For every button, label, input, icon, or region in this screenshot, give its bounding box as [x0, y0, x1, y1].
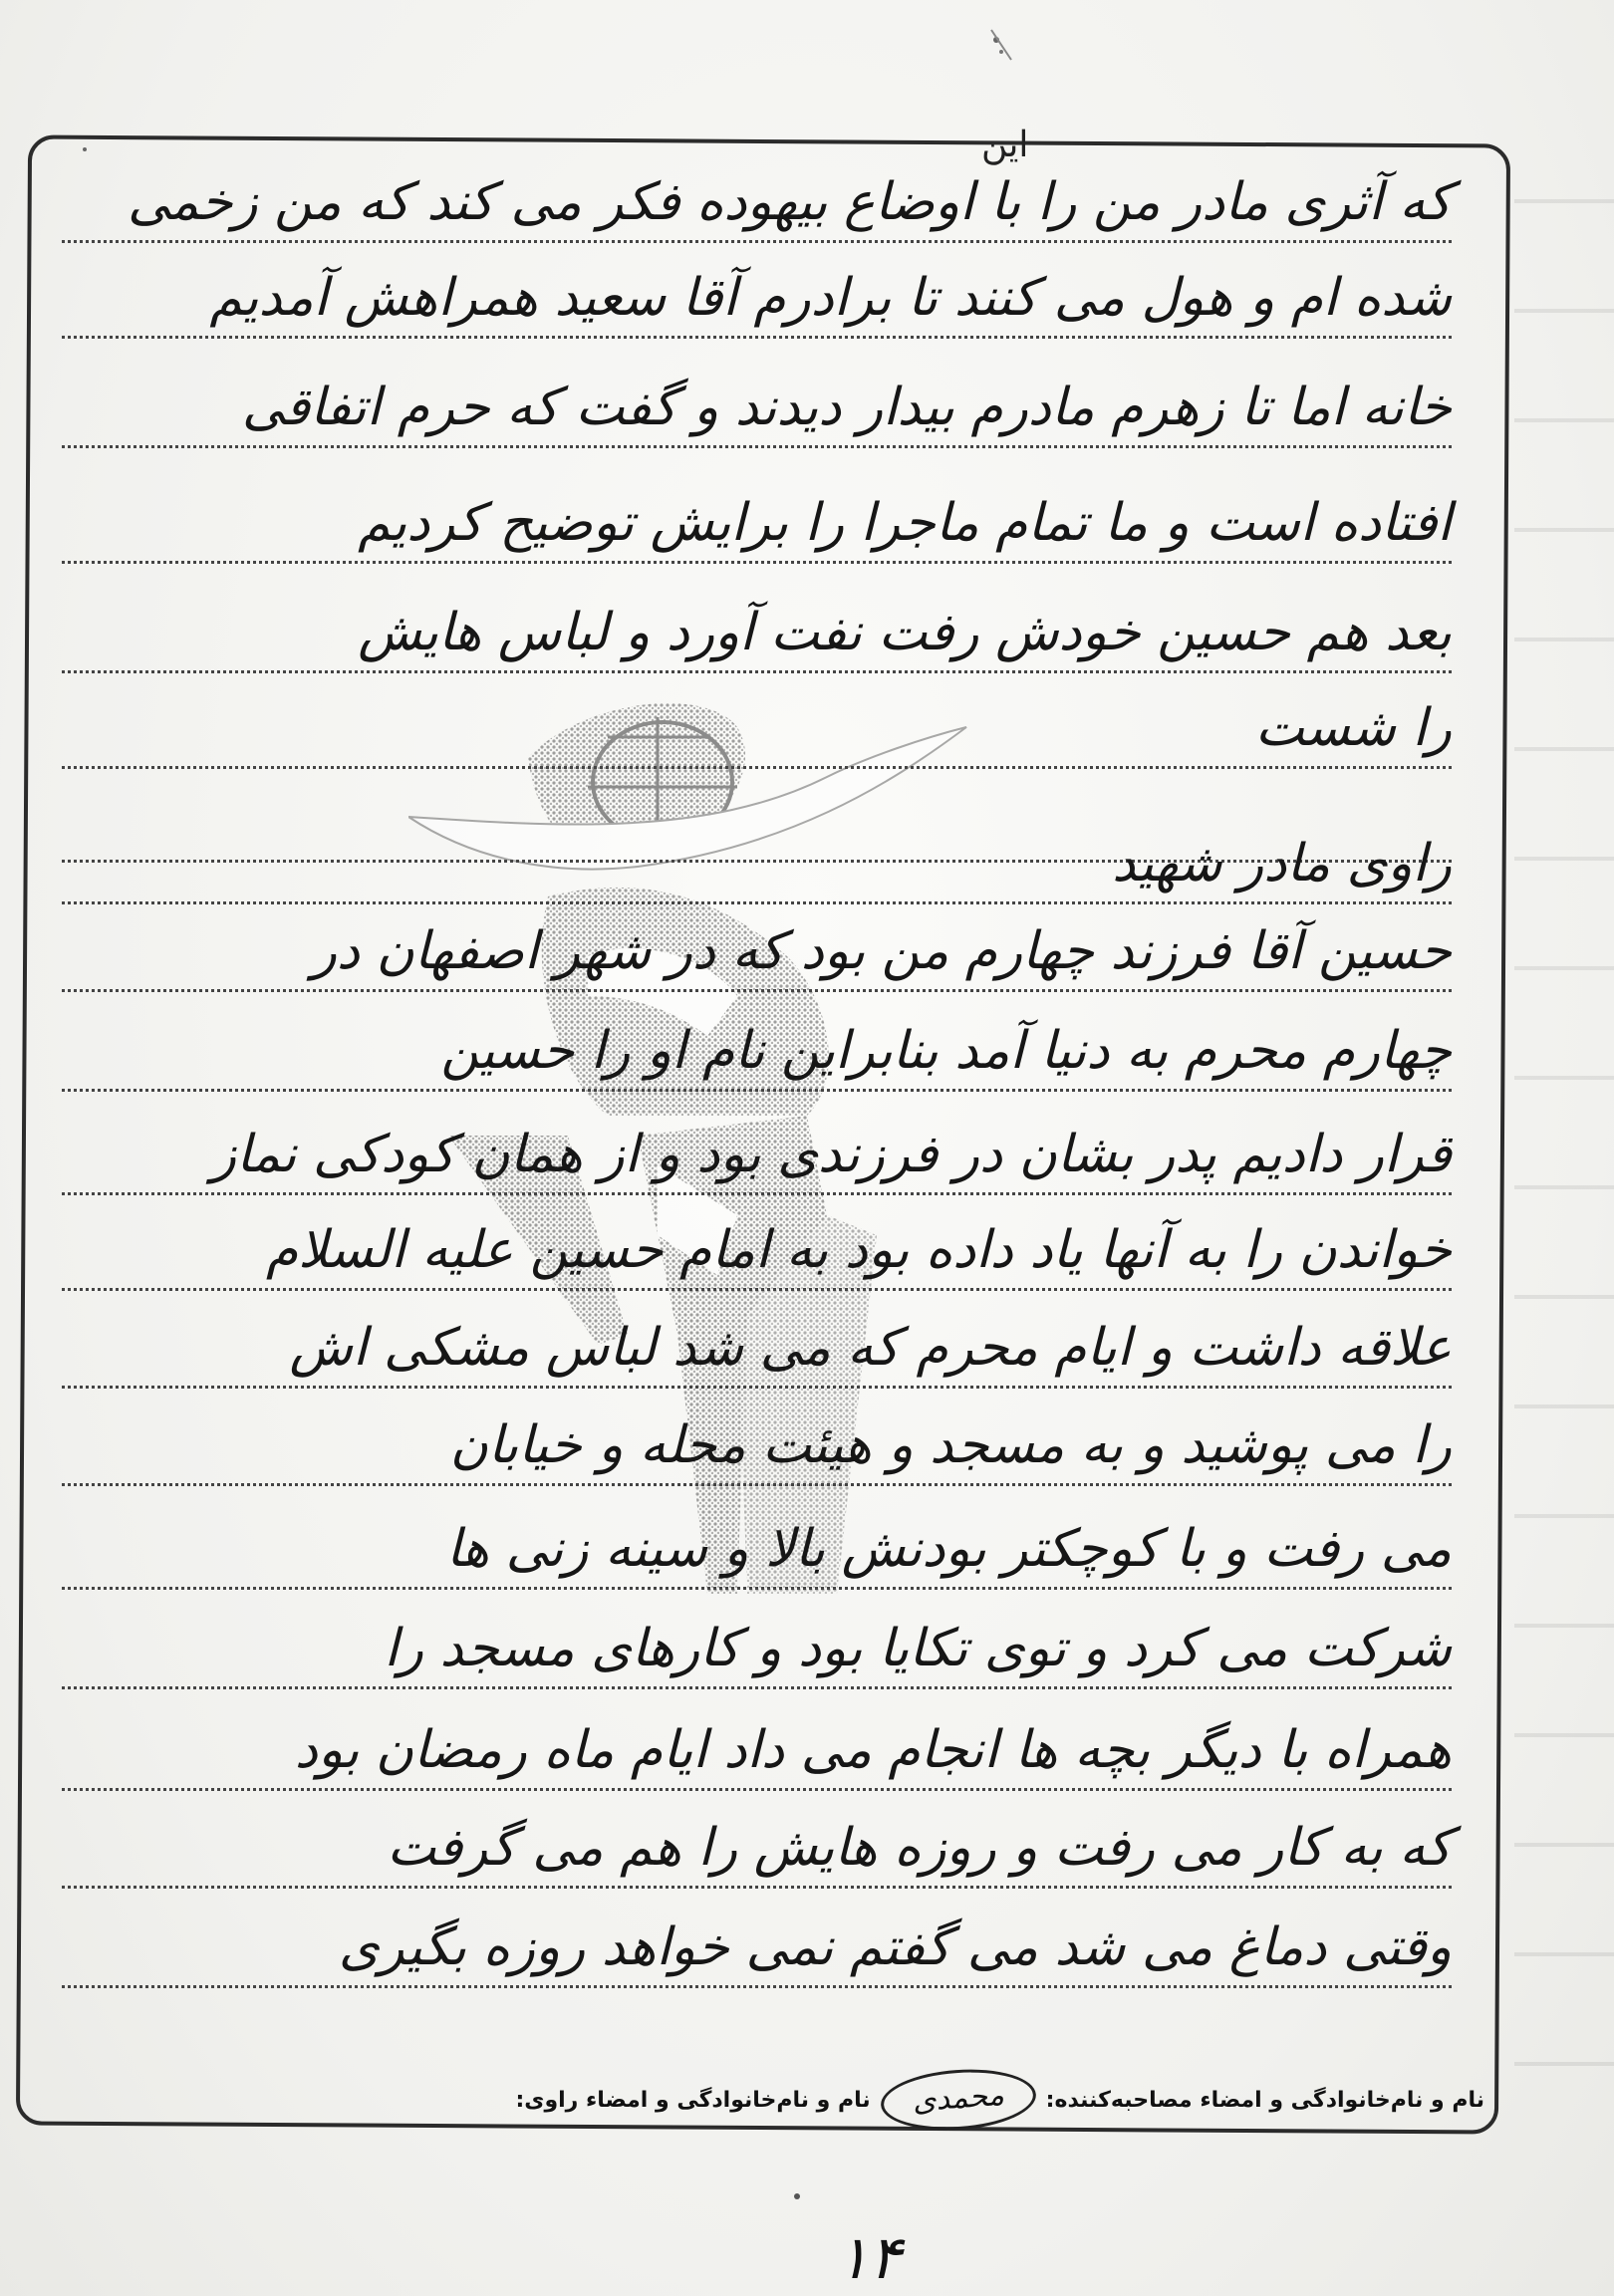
- text-line: [62, 1016, 1452, 1092]
- text-line: [62, 263, 1452, 339]
- line-text: افتاده است و ما تمام ماجرا را برایش توضیح کردیم: [358, 493, 1452, 553]
- line-text: می رفت و با کوچکتر بودنش بالا و سینه زنی ها: [445, 1519, 1452, 1579]
- text-line: [62, 1715, 1452, 1791]
- line-text: چهارم محرم به دنیا آمد بنابراین نام او را حسین: [440, 1021, 1452, 1081]
- line-text: همراه با دیگر بچه ها انجام می داد ایام ماه رمضان بود: [294, 1720, 1452, 1780]
- text-line: [62, 1514, 1452, 1590]
- narrator-label: نام و نام‌خانوادگی و امضاء راوی:: [515, 2087, 871, 2113]
- line-text: که آثری مادر من را با اوضاع بیهوده فکر می کند که من زخمی: [127, 172, 1452, 232]
- signature-footer: [289, 2070, 1484, 2130]
- text-line: [62, 373, 1452, 448]
- text-line: [62, 1215, 1452, 1291]
- handwritten-signature: محمدی: [879, 2065, 1038, 2136]
- text-line: [62, 829, 1452, 904]
- text-line: [62, 1120, 1452, 1195]
- line-text: را می پوشید و به مسجد و هیئت محله و خیابان: [449, 1415, 1452, 1475]
- text-line: [62, 1614, 1452, 1689]
- text-line: [62, 916, 1452, 992]
- text-line: [62, 1313, 1452, 1389]
- line-text: قرار دادیم پدر بشان در فرزندی بود و از همان کودکی نماز: [211, 1125, 1452, 1184]
- line-text: شده ام و هول می کنند تا برادرم آقا سعید همراهش آمدیم: [209, 268, 1452, 328]
- line-text: بعد هم حسین خودش رفت نفت آورد و لباس هایش: [358, 603, 1452, 662]
- text-line: [62, 1913, 1452, 1988]
- line-text: شرکت می کرد و توی تکایا بود و کارهای مسجد را: [384, 1619, 1452, 1678]
- line-text: راوی مادر شهید: [1112, 834, 1452, 893]
- interviewer-label: نام و نام‌خانوادگی و امضاء مصاحبه‌کننده:: [1045, 2087, 1484, 2113]
- inserted-word: این: [981, 125, 1029, 165]
- line-text: خانه اما تا زهرم مادرم بیدار دیدند و گفت که حرم اتفاقی: [241, 378, 1452, 437]
- line-text: که به کار می رفت و روزه هایش را هم می گرفت: [387, 1818, 1452, 1878]
- line-text: حسین آقا فرزند چهارم من بود که در شهر اصفهان در: [311, 921, 1452, 981]
- page-number: ۱۴: [837, 2223, 902, 2293]
- text-line: [62, 1813, 1452, 1889]
- text-line: [62, 488, 1452, 564]
- text-line: [62, 598, 1452, 673]
- line-text: وقتی دماغ می شد می گفتم نمی خواهد روزه بگیری: [338, 1917, 1452, 1977]
- line-text: خواندن را به آنها یاد داده بود به امام حسین علیه السلام: [265, 1220, 1452, 1280]
- text-line: [62, 1410, 1452, 1486]
- text-line: [62, 167, 1452, 243]
- line-text: را شست: [1254, 698, 1452, 758]
- line-text: علاقه داشت و ایام محرم که می شد لباس مشکی اش: [289, 1318, 1452, 1378]
- text-line: [62, 693, 1452, 769]
